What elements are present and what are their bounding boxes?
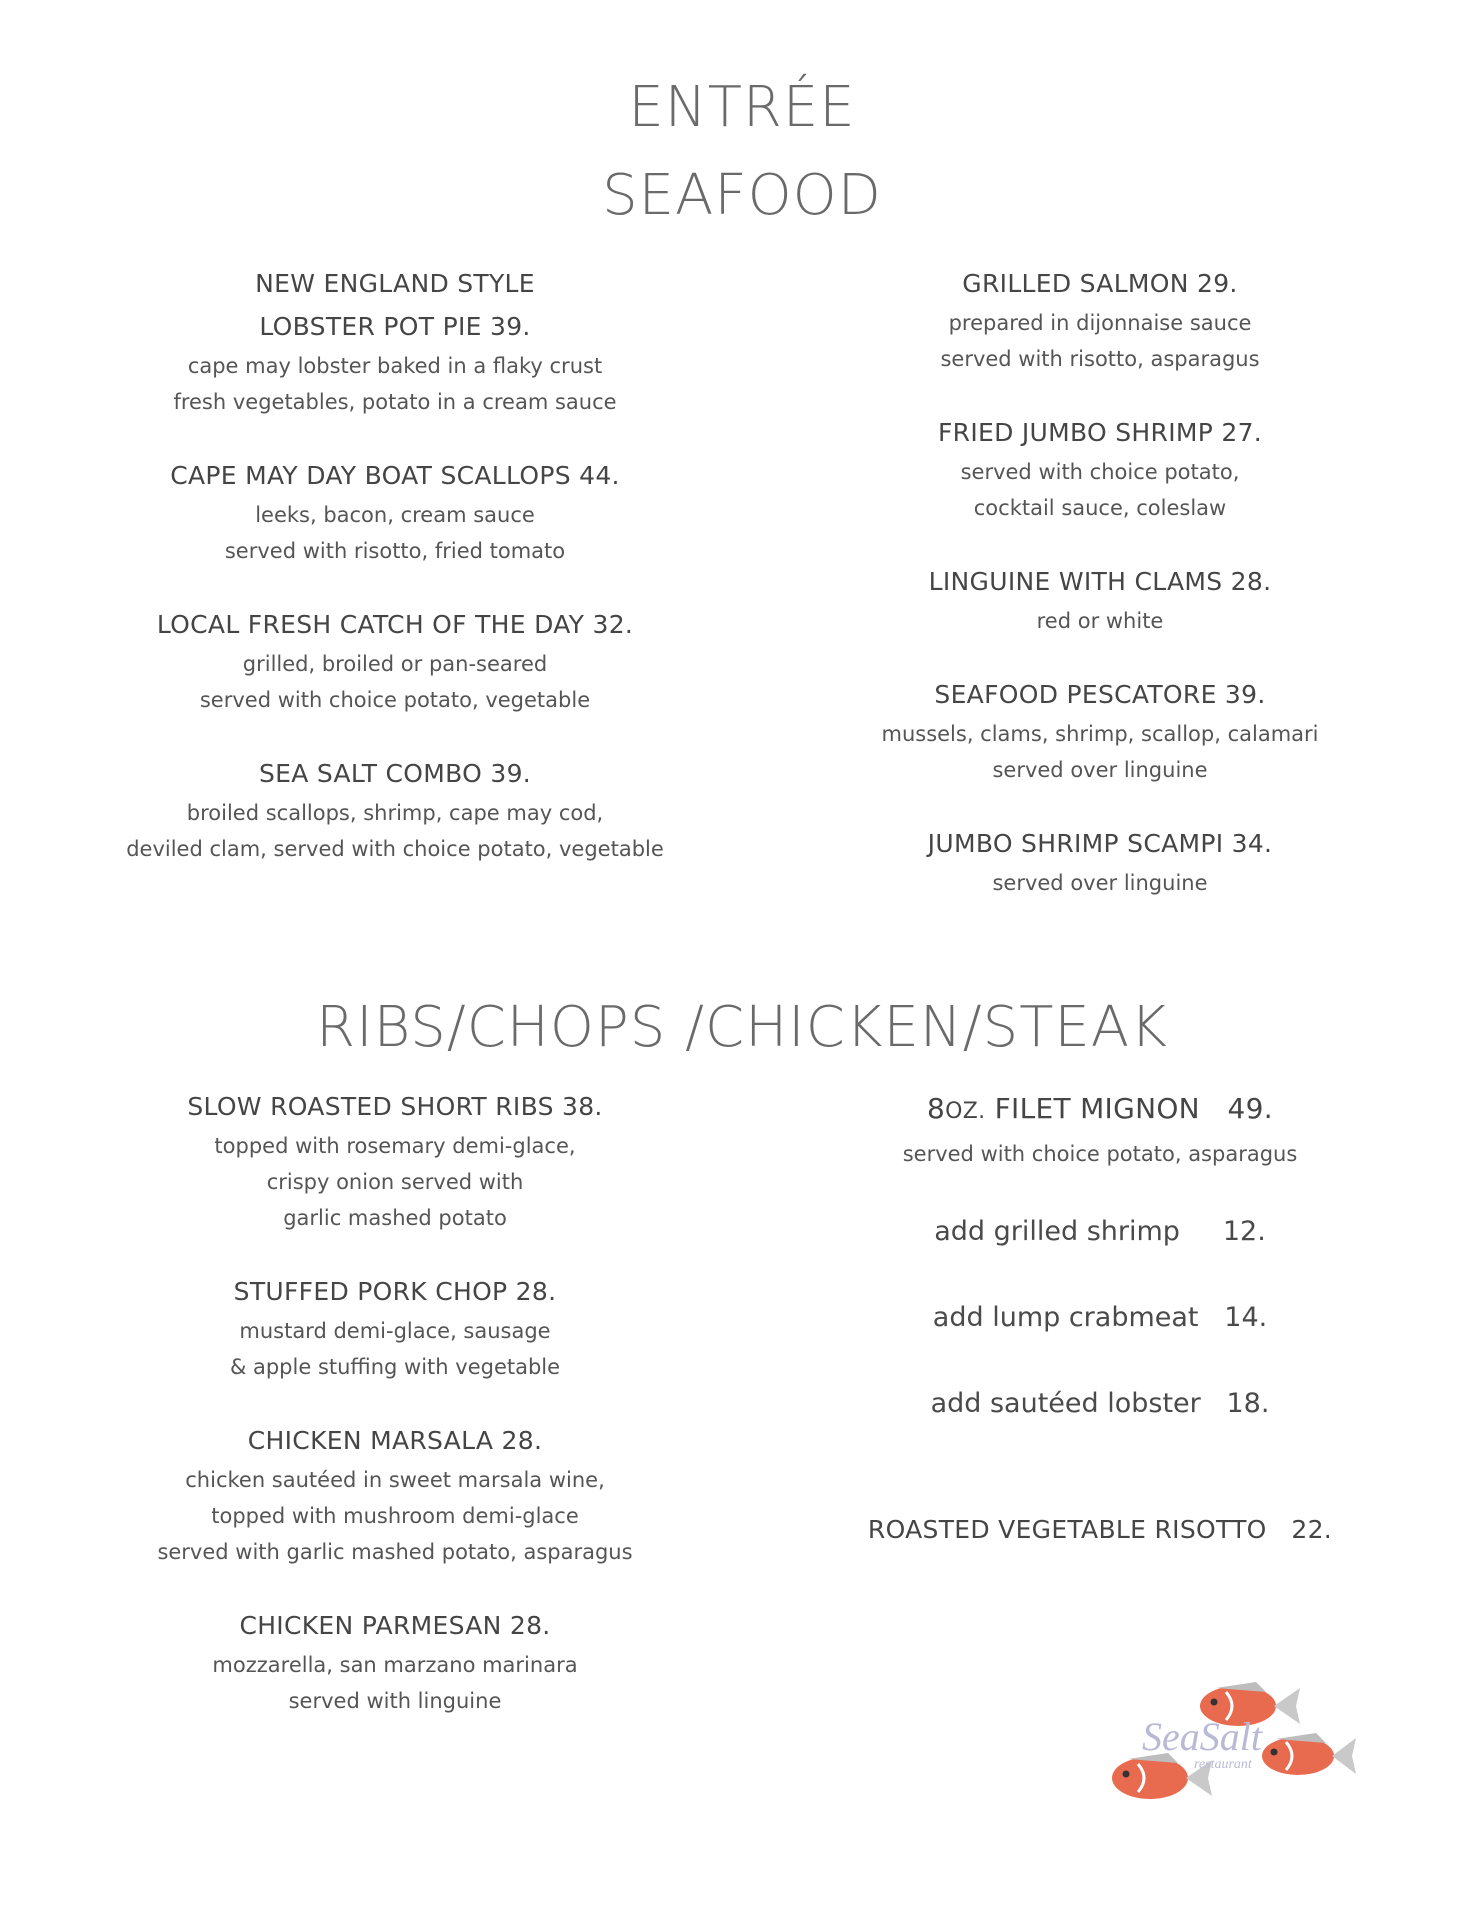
filet-oz: OZ. (945, 1099, 986, 1124)
item-description: served with linguine (288, 1689, 502, 1713)
item-description: fresh vegetables, potato in a cream sauce (173, 390, 617, 414)
item-name: SEA SALT COMBO 39. (258, 759, 532, 788)
item-name: GRILLED SALMON 29. (962, 269, 1238, 298)
item-name: JUMBO SHRIMP SCAMPI 34. (927, 829, 1273, 858)
menu-item (80, 752, 710, 867)
item-description: broiled scallops, shrimp, cape may cod, (186, 801, 604, 825)
item-description: served with garlic mashed potato, asparagus (157, 1540, 633, 1564)
item-description: prepared in dijonnaise sauce (948, 311, 1252, 335)
filet-name: FILET MIGNON 49. (985, 1092, 1273, 1125)
item-description: deviled clam, served with choice potato, vegetable (126, 837, 664, 861)
item-description: mustard demi-glace, sausage (239, 1319, 551, 1343)
item-description: mozzarella, san marzano marinara (212, 1653, 578, 1677)
item-name: FRIED JUMBO SHRIMP 27. (937, 418, 1263, 447)
menu-item (820, 673, 1380, 788)
ribs-right-column (820, 1085, 1380, 1551)
seafood-heading: SEAFOOD (602, 163, 882, 228)
menu-item (820, 822, 1380, 901)
item-description: mussels, clams, shrimp, scallop, calamari (881, 722, 1319, 746)
item-description: served with risotto, fried tomato (224, 539, 566, 563)
menu-item (80, 1270, 710, 1385)
filet-prefix: 8 (927, 1092, 946, 1125)
menu-item (820, 1085, 1380, 1172)
menu-item (80, 603, 710, 718)
entree-heading: ENTRÉE (628, 75, 856, 140)
item-description: garlic mashed potato (283, 1206, 507, 1230)
item-name: CHICKEN PARMESAN 28. (239, 1611, 551, 1640)
item-name: LINGUINE WITH CLAMS 28. (928, 567, 1272, 596)
item-description: topped with mushroom demi-glace (211, 1504, 579, 1528)
addon-item: add grilled shrimp 12. (934, 1216, 1266, 1247)
menu-item (820, 560, 1380, 639)
item-name: NEW ENGLAND STYLE (255, 269, 535, 298)
item-name: STUFFED PORK CHOP 28. (233, 1277, 557, 1306)
item-name: ROASTED VEGETABLE RISOTTO 22. (867, 1515, 1333, 1544)
menu-item (80, 1604, 710, 1719)
item-name: SEAFOOD PESCATORE 39. (934, 680, 1266, 709)
logo-text: SeaSalt (1142, 1714, 1262, 1759)
item-description: cocktail sauce, coleslaw (973, 496, 1227, 520)
menu-item (80, 1085, 710, 1236)
menu-item (80, 262, 710, 420)
item-description: red or white (1036, 609, 1164, 633)
item-name: LOCAL FRESH CATCH OF THE DAY 32. (156, 610, 634, 639)
item-description: chicken sautéed in sweet marsala wine, (185, 1468, 605, 1492)
item-name: CHICKEN MARSALA 28. (247, 1426, 543, 1455)
item-description: cape may lobster baked in a flaky crust (187, 354, 603, 378)
addon-item: add lump crabmeat 14. (932, 1302, 1268, 1333)
item-description: leeks, bacon, cream sauce (255, 503, 535, 527)
menu-item (820, 411, 1380, 526)
menu-item (80, 454, 710, 569)
item-description: topped with rosemary demi-glace, (214, 1134, 576, 1158)
menu-item (820, 262, 1380, 377)
item-description: & apple stuffing with vegetable (229, 1355, 561, 1379)
item-description: served over linguine (992, 758, 1208, 782)
item-name: CAPE MAY DAY BOAT SCALLOPS 44. (170, 461, 620, 490)
addon-item: add sautéed lobster 18. (930, 1388, 1270, 1419)
ribs-chops-heading: RIBS/CHOPS /CHICKEN/STEAK (316, 995, 1168, 1060)
item-description: grilled, broiled or pan-seared (242, 652, 548, 676)
seasalt-logo (1108, 1672, 1360, 1832)
item-description: crispy onion served with (266, 1170, 524, 1194)
item-description: served with risotto, asparagus (940, 347, 1260, 371)
logo-subtext: restaurant (1194, 1757, 1252, 1772)
seafood-right-column (820, 262, 1380, 901)
seafood-left-column (80, 262, 710, 867)
menu-item (80, 1419, 710, 1570)
item-name (820, 1085, 1380, 1136)
item-description: served with choice potato, (960, 460, 1240, 484)
item-description: served over linguine (992, 871, 1208, 895)
item-name: LOBSTER POT PIE 39. (259, 312, 531, 341)
ribs-left-column (80, 1085, 710, 1719)
fish-icon (1262, 1733, 1356, 1775)
item-description: served with choice potato, vegetable (199, 688, 591, 712)
item-name: SLOW ROASTED SHORT RIBS 38. (187, 1092, 603, 1121)
item-description: served with choice potato, asparagus (902, 1142, 1298, 1166)
